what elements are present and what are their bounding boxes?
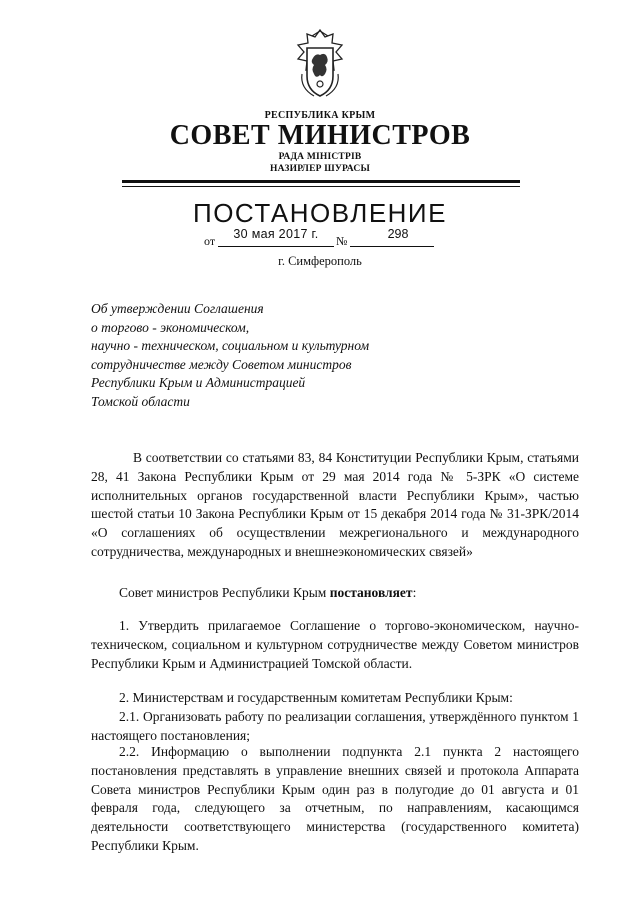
number-field: [350, 224, 434, 247]
number-prefix: №: [336, 234, 348, 248]
title-line: сотрудничестве между Советом министров: [91, 356, 352, 372]
date-prefix: от: [204, 234, 216, 248]
resolves-suffix: :: [412, 585, 417, 600]
title-line: Об утверждении Соглашения: [91, 301, 264, 316]
item-2-1-paragraph: 2.1. Организовать работу по реализации соглашения, утверждённого пунктом 1 настоящего постановления;: [91, 709, 579, 743]
date-number-line: [0, 224, 640, 250]
resolves-verb: постановляет: [329, 585, 413, 600]
title-line: Томской области: [91, 393, 190, 409]
republic-name: РЕСПУБЛИКА КРЫМ: [264, 110, 376, 121]
title-line: о торгово - экономическом,: [91, 319, 250, 335]
resolves-paragraph: [91, 584, 579, 603]
coat-of-arms-emblem: [292, 28, 348, 100]
document-date: 30 мая 2017 г.: [233, 227, 319, 241]
date-field: [218, 224, 334, 247]
council-name-ukrainian: РАДА МІНІСТРІВ: [278, 152, 362, 162]
document-title: [91, 300, 451, 412]
item-2-paragraph: 2. Министерствам и государственным комитетам Республики Крым:: [119, 690, 513, 705]
title-line: Республики Крым и Администрацией: [91, 375, 306, 391]
item-2-2-paragraph: 2.2. Информацию о выполнении подпункта 2.1 пункта 2 настоящего постановления представлять в управление внешних связей и протокола Аппарата Совета министров Республики Крым один раз в полугодие до 01 августа и 01 февраля года, следующего за отчетным, по направлениям, касающимся деятельности соответствующего министерства (государственного комитета) Республики Крым.: [91, 744, 579, 853]
document-type: ПОСТАНОВЛЕНИЕ: [193, 198, 447, 228]
council-name: СОВЕТ МИНИСТРОВ: [169, 120, 471, 151]
header-divider-thick: [122, 180, 520, 183]
item-1-paragraph: 1. Утвердить прилагаемое Соглашение о торгово-экономическом, научно-техническом, социальном и культурном сотрудничестве между Советом министров Республики Крым и Администрацией Томской области.: [91, 618, 579, 671]
document-number: 298: [387, 227, 409, 241]
header-divider-thin: [122, 186, 520, 187]
resolves-prefix: Совет министров Республики Крым: [119, 585, 330, 600]
city: г. Симферополь: [278, 254, 362, 268]
preamble-paragraph: В соответствии со статьями 83, 84 Конституции Республики Крым, статьями 28, 41 Закона Республики Крым от 29 мая 2014 года № 5-ЗРК «О системе исполнительных органов государственной власти Республики Крым», частью шестой статьи 10 Закона Республики Крым от 15 декабря 2014 года № 31-ЗРК/2014 «О соглашениях об осуществлении межрегионального и международного сотрудничества, международных и внешнеэкономических связей»: [91, 450, 579, 559]
council-name-crimean-tatar: НАЗИРЛЕР ШУРАСЫ: [270, 164, 370, 174]
title-line: научно - техническом, социальном и культурном: [91, 338, 370, 354]
